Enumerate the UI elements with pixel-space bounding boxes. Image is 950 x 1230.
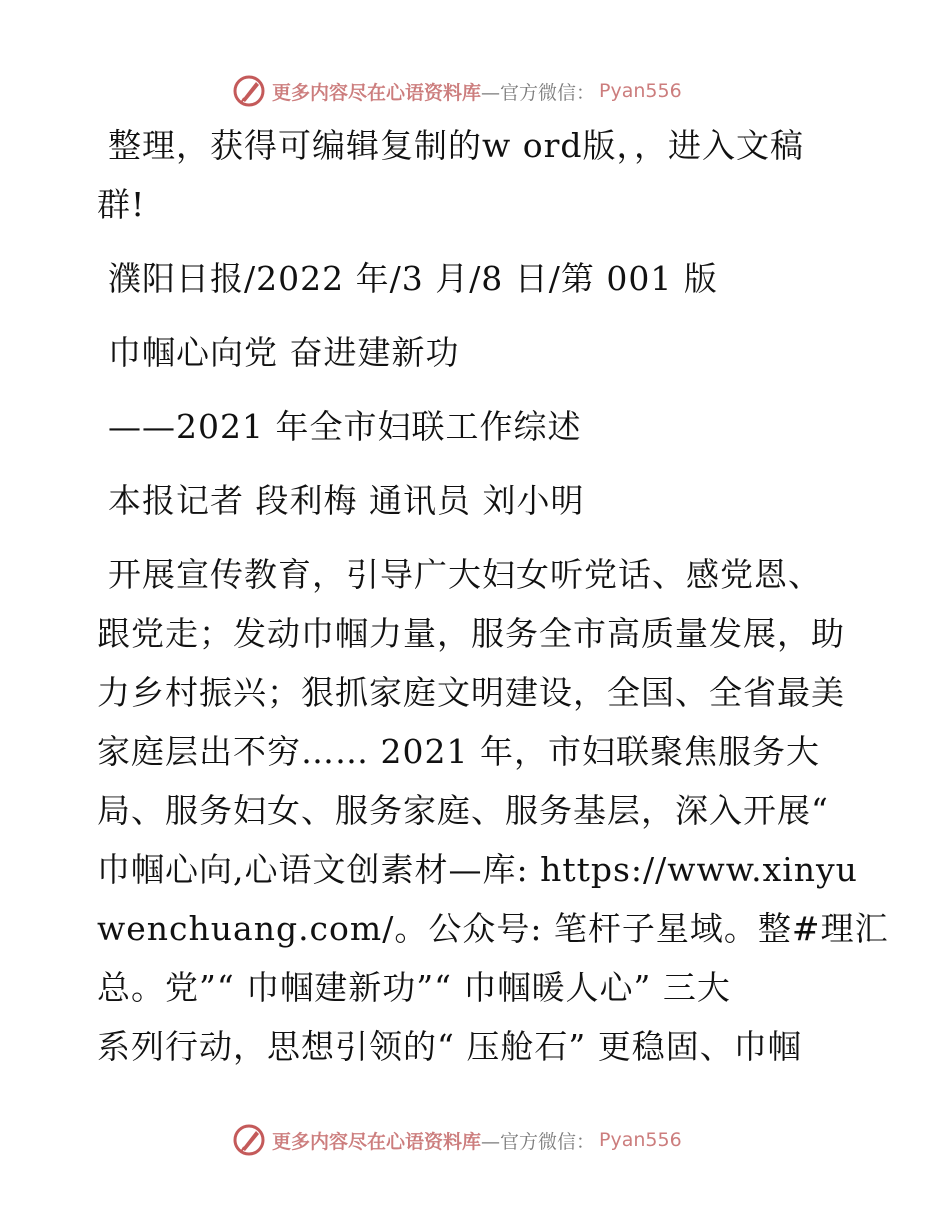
paragraph-line: 局、服务妇女、服务家庭、服务基层，深入开展“ [97,791,829,830]
article-subtitle: ——2021 年全市妇联工作综述 [108,407,582,446]
watermark-wechat-id: Pyan556 [599,1129,682,1151]
paragraph-line: 整理，获得可编辑复制的w ord版，，进入文稿 [108,126,805,165]
watermark-footer [232,1120,752,1160]
paragraph-line: 力乡村振兴；狠抓家庭文明建设，全国、全省最美 [97,673,845,712]
paragraph-line: 家庭层出不穷…… 2021 年，市妇联聚焦服务大 [97,732,820,771]
watermark-text: 更多内容尽在心语资料库 [272,81,482,104]
article-byline: 本报记者 段利梅 通讯员 刘小明 [108,481,585,520]
paragraph-line: 跟党走；发动巾帼力量，服务全市高质量发展，助 [97,614,845,653]
article-title: 巾帼心向党 奋进建新功 [108,333,460,372]
publication-info: 濮阳日报/2022 年/3 月/8 日/第 001 版 [108,259,718,298]
watermark-separator: —官方微信： [481,1130,596,1153]
quill-pen-logo-icon [232,1123,266,1157]
paragraph-line: 开展宣传教育，引导广大妇女听党话、感党恩、 [108,555,822,594]
paragraph-line: wenchuang.com/。公众号: 笔杆子星域。整#理汇 [97,909,889,948]
paragraph-line: 系列行动，思想引领的“ 压舱石” 更稳固、巾帼 [97,1027,802,1066]
watermark-separator: —官方微信： [481,81,596,104]
watermark-wechat-id: Pyan556 [599,80,682,102]
paragraph-line: 群! [97,185,146,224]
watermark-text: 更多内容尽在心语资料库 [272,1130,482,1153]
paragraph-line: 总。党”“ 巾帼建新功”“ 巾帼暖人心” 三大 [97,968,731,1007]
paragraph-line: 巾帼心向,心语文创素材—库: https://www.xinyu [97,850,858,889]
